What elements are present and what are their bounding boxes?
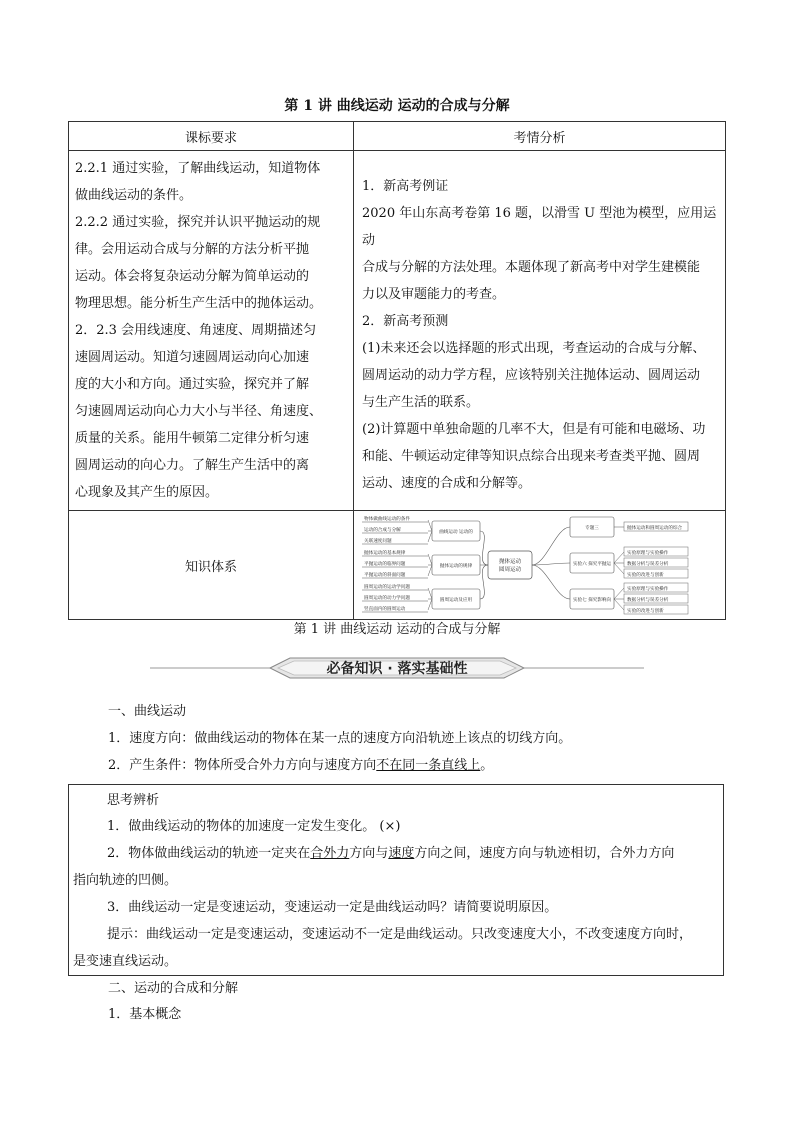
lecture-title-repeat: 第 1 讲 曲线运动 运动的合成与分解 — [293, 622, 501, 637]
mindmap-connector — [614, 552, 624, 563]
analysis-line: 合成与分解的方法处理。本题体现了新高考中对学生建模能 — [362, 260, 701, 275]
mindmap-connector — [428, 565, 432, 576]
mindmap-center-text: 圆周运动 — [498, 567, 521, 573]
analysis-line: 运动、速度的合成和分解等。 — [362, 476, 532, 491]
analysis-line: 圆周运动的动力学方程，应该特别关注抛体运动、圆周运动 — [362, 368, 701, 383]
standards-cell — [69, 151, 354, 511]
think-title: 思考辨析 — [107, 793, 160, 808]
mindmap-connector — [428, 531, 432, 542]
standards-line: 运动。体会将复杂运动分解为简单运动的 — [75, 269, 310, 284]
mindmap-leaf-text: 实验的改进与创新 — [626, 573, 664, 578]
q2-part-b: 方向与 — [349, 846, 389, 861]
item2-underlined: 不在同一条直线上 — [376, 758, 481, 773]
mindmap-connector — [532, 563, 570, 565]
standards-line: 2.2.1 通过实验，了解曲线运动，知道物体 — [75, 161, 321, 176]
q2-underline-force: 合外力 — [310, 846, 350, 861]
standards-line: 圆周运动的向心力。了解生产生活中的离 — [75, 458, 310, 473]
analysis-line: 1．新高考例证 — [362, 179, 449, 194]
standards-line: 度的大小和方向。通过实验，探究并了解 — [75, 377, 310, 392]
mindmap-connector — [614, 588, 624, 599]
section1-item2 — [108, 756, 493, 776]
think-hint-line1: 提示：曲线运动一定是变速运动，变速运动不一定是曲线运动。只改变速度大小，不改变速度方向时， — [107, 927, 693, 942]
mindmap-leaf-text: 实验的改进与创新 — [626, 609, 664, 614]
mindmap-leaf-text: 平抛运动的临界问题 — [363, 562, 405, 567]
analysis-line: (1)未来还会以选择题的形式出现，考查运动的合成与分解、 — [362, 341, 706, 356]
mindmap-hub-text: 抛体运动的规律 — [439, 564, 472, 569]
section1-item1: 1．速度方向：做曲线运动的物体在某一点的速度方向沿轨迹上该点的切线方向。 — [108, 731, 572, 746]
q2-underline-velocity: 速度 — [388, 846, 415, 861]
analysis-line: 与生产生活的联系。 — [362, 395, 480, 410]
banner-title: 必备知识 · 落实基础性 — [326, 661, 468, 677]
mindmap-hub-text: 圆周运动及应用 — [439, 598, 472, 603]
section-banner — [150, 654, 644, 682]
mindmap-connector — [428, 520, 432, 531]
mindmap-leaf-text: 实验原理与实验操作 — [626, 587, 668, 592]
item2-suffix: 。 — [480, 758, 494, 773]
standards-line: 做曲线运动的条件。 — [75, 188, 193, 203]
q2-part-c: 方向之间，速度方向与轨迹相切，合外力方向 — [414, 846, 675, 861]
mindmap-hub-text: 曲线运动 运动的 — [438, 530, 473, 535]
mindmap-connector — [614, 599, 624, 610]
mindmap-hub-text: 实验六 探究平抛运 — [572, 562, 611, 567]
mindmap-center-text: 抛体运动 — [498, 559, 521, 565]
mindmap-leaf-text: 物体做曲线运动的条件 — [363, 517, 410, 522]
think-q3: 3．曲线运动一定是变速运动，变速运动一定是曲线运动吗？请简要说明原因。 — [107, 900, 558, 915]
mindmap-connector — [480, 531, 488, 565]
analysis-line: 2．新高考预测 — [362, 314, 449, 329]
mindmap-connector — [428, 599, 432, 610]
standards-line: 2．2.3 会用线速度、角速度、周期描述匀 — [75, 323, 317, 338]
section2-heading: 二、运动的合成和分解 — [108, 981, 239, 996]
mindmap-leaf-text: 圆周运动的运动学问题 — [363, 585, 410, 590]
think-q1: 1．做曲线运动的物体的加速度一定发生变化。 (×) — [107, 819, 401, 834]
page-title: 第 1 讲 曲线运动 运动的合成与分解 — [284, 98, 510, 114]
analysis-line: 力以及审题能力的考查。 — [362, 287, 506, 302]
analysis-line: 2020 年山东高考卷第 16 题，以滑雪 U 型池为模型，应用运动 — [362, 206, 717, 248]
standards-line: 2.2.2 通过实验，探究并认识平抛运动的规 — [75, 215, 321, 230]
mindmap-hub-text: 专题三 — [584, 526, 599, 531]
mindmap-connector — [614, 563, 624, 574]
standards-line: 质量的关系。能用牛顿第二定律分析匀速 — [75, 431, 310, 446]
think-q2-line2: 指向轨迹的凹侧。 — [73, 873, 178, 888]
mindmap-leaf-text: 抛体运动和圆周运动的综合 — [626, 526, 682, 531]
analysis-line: (2)计算题中单独命题的几率不大，但是有可能和电磁场、功 — [362, 422, 706, 437]
section2-item1: 1．基本概念 — [108, 1007, 182, 1022]
mindmap-leaf-text: 关联速度问题 — [363, 539, 392, 544]
mindmap-center-node — [488, 551, 532, 579]
mindmap-leaf-text: 实验原理与实验操作 — [626, 551, 668, 556]
item2-prefix: 2．产生条件：物体所受合外力方向与速度方向 — [108, 758, 377, 773]
mindmap-leaf-text: 数据分析与误差分析 — [626, 598, 668, 603]
think-discern-box — [68, 784, 724, 976]
table-header-analysis: 考情分析 — [354, 122, 726, 151]
requirements-table — [68, 121, 726, 620]
standards-line: 速圆周运动。知道匀速圆周运动向心加速 — [75, 350, 310, 365]
analysis-cell — [354, 151, 726, 511]
standards-line: 律。会用运动合成与分解的方法分析平抛 — [75, 242, 310, 257]
standards-line: 心现象及其产生的原因。 — [75, 485, 219, 500]
table-header-standards: 课标要求 — [69, 122, 354, 151]
mindmap-connector — [428, 554, 432, 565]
standards-line: 物理思想。能分析生产生活中的抛体运动。 — [75, 296, 323, 311]
mindmap-cell — [354, 511, 726, 620]
mindmap-connector — [480, 565, 488, 599]
mindmap-connector — [532, 565, 570, 599]
q2-part-a: 2．物体做曲线运动的轨迹一定夹在 — [107, 846, 311, 861]
mindmap-leaf-text: 圆周运动的动力学问题 — [363, 596, 410, 601]
mindmap-leaf-text: 竖直面内的圆周运动 — [363, 607, 405, 612]
section1-heading: 一、曲线运动 — [108, 704, 187, 719]
mindmap-leaf-text: 运动的合成与分解 — [363, 528, 401, 533]
think-q2 — [107, 842, 674, 861]
mindmap-leaf-text: 抛体运动的基本规律 — [363, 551, 405, 556]
mindmap-leaf-text: 数据分析与误差分析 — [626, 562, 668, 567]
knowledge-mindmap — [360, 513, 720, 617]
knowledge-system-label: 知识体系 — [69, 511, 354, 620]
mindmap-connector — [532, 527, 570, 565]
mindmap-connector — [428, 588, 432, 599]
analysis-line: 和能、牛顿运动定律等知识点综合出现来考查类平抛、圆周 — [362, 449, 701, 464]
mindmap-hub-text: 实验七 探究影响向 — [572, 598, 611, 603]
standards-line: 匀速圆周运动向心力大小与半径、角速度、 — [75, 404, 323, 419]
mindmap-leaf-text: 平抛运动的斜面问题 — [363, 573, 405, 578]
think-hint-line2: 是变速直线运动。 — [73, 954, 178, 969]
